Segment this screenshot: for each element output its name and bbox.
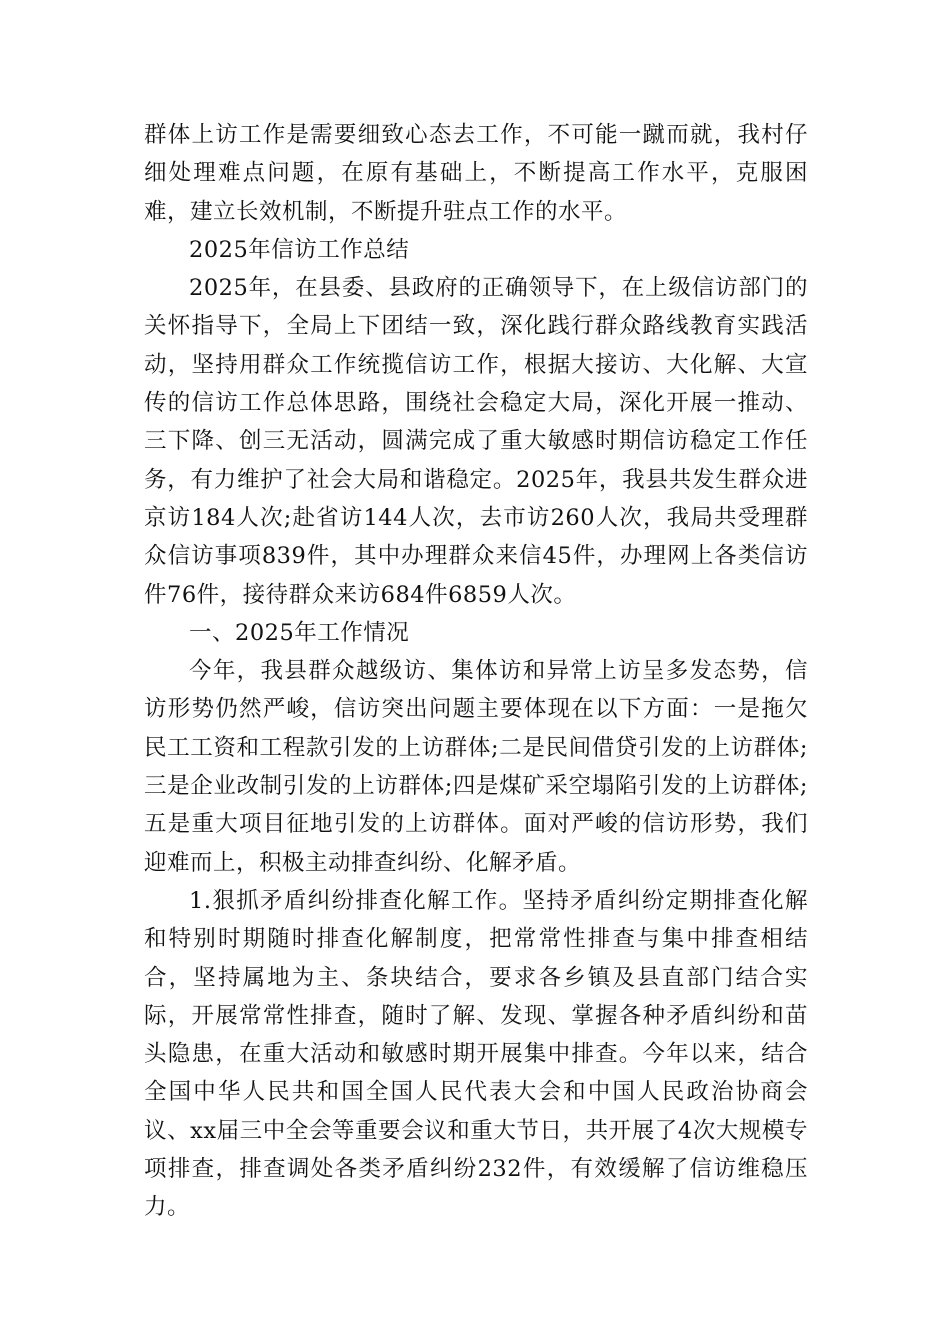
paragraph-item-1: 1.狠抓矛盾纠纷排查化解工作。坚持矛盾纠纷定期排查化解和特别时期随时排查化解制度，把常常性排查与集中排查相结合，坚持属地为主、条块结合，要求各乡镇及县直部门结合实际，开展常常性排查，随时了解、发现、掌握各种矛盾纠纷和苗头隐患，在重大活动和敏感时期开展集中排查。今年以来，结合全国中华人民共和国全国人民代表大会和中国人民政治协商会议、xx届三中全会等重要会议和重大节日，共开展了4次大规模专项排查，排查调处各类矛盾纠纷232件，有效缓解了信访维稳压力。 — [144, 887, 808, 1221]
paragraph-situation: 今年，我县群众越级访、集体访和异常上访呈多发态势，信访形势仍然严峻，信访突出问题主要体现在以下方面：一是拖欠民工工资和工程款引发的上访群体;二是民间借贷引发的上访群体;三是企业改制引发的上访群体;四是煤矿采空塌陷引发的上访群体;五是重大项目征地引发的上访群体。面对严峻的信访形势，我们迎难而上，积极主动排查纠纷、化解矛盾。 — [144, 658, 808, 876]
document-body — [144, 116, 808, 1227]
section-heading: 一、2025年工作情况 — [189, 619, 410, 646]
document-title: 2025年信访工作总结 — [189, 236, 410, 263]
paragraph-continuation: 群体上访工作是需要细致心态去工作，不可能一蹴而就，我村仔细处理难点问题，在原有基础上，不断提高工作水平，克服困难，建立长效机制，不断提升驻点工作的水平。 — [144, 122, 808, 225]
paragraph-overview: 2025年，在县委、县政府的正确领导下，在上级信访部门的关怀指导下，全局上下团结一致，深化践行群众路线教育实践活动，坚持用群众工作统揽信访工作，根据大接访、大化解、大宣传的信访工作总体思路，围绕社会稳定大局，深化开展一推动、三下降、创三无活动，圆满完成了重大敏感时期信访稳定工作任务，有力维护了社会大局和谐稳定。2025年，我县共发生群众进京访184人次;赴省访144人次，去市访260人次，我局共受理群众信访事项839件，其中办理群众来信45件，办理网上各类信访件76件，接待群众来访684件6859人次。 — [144, 275, 808, 608]
